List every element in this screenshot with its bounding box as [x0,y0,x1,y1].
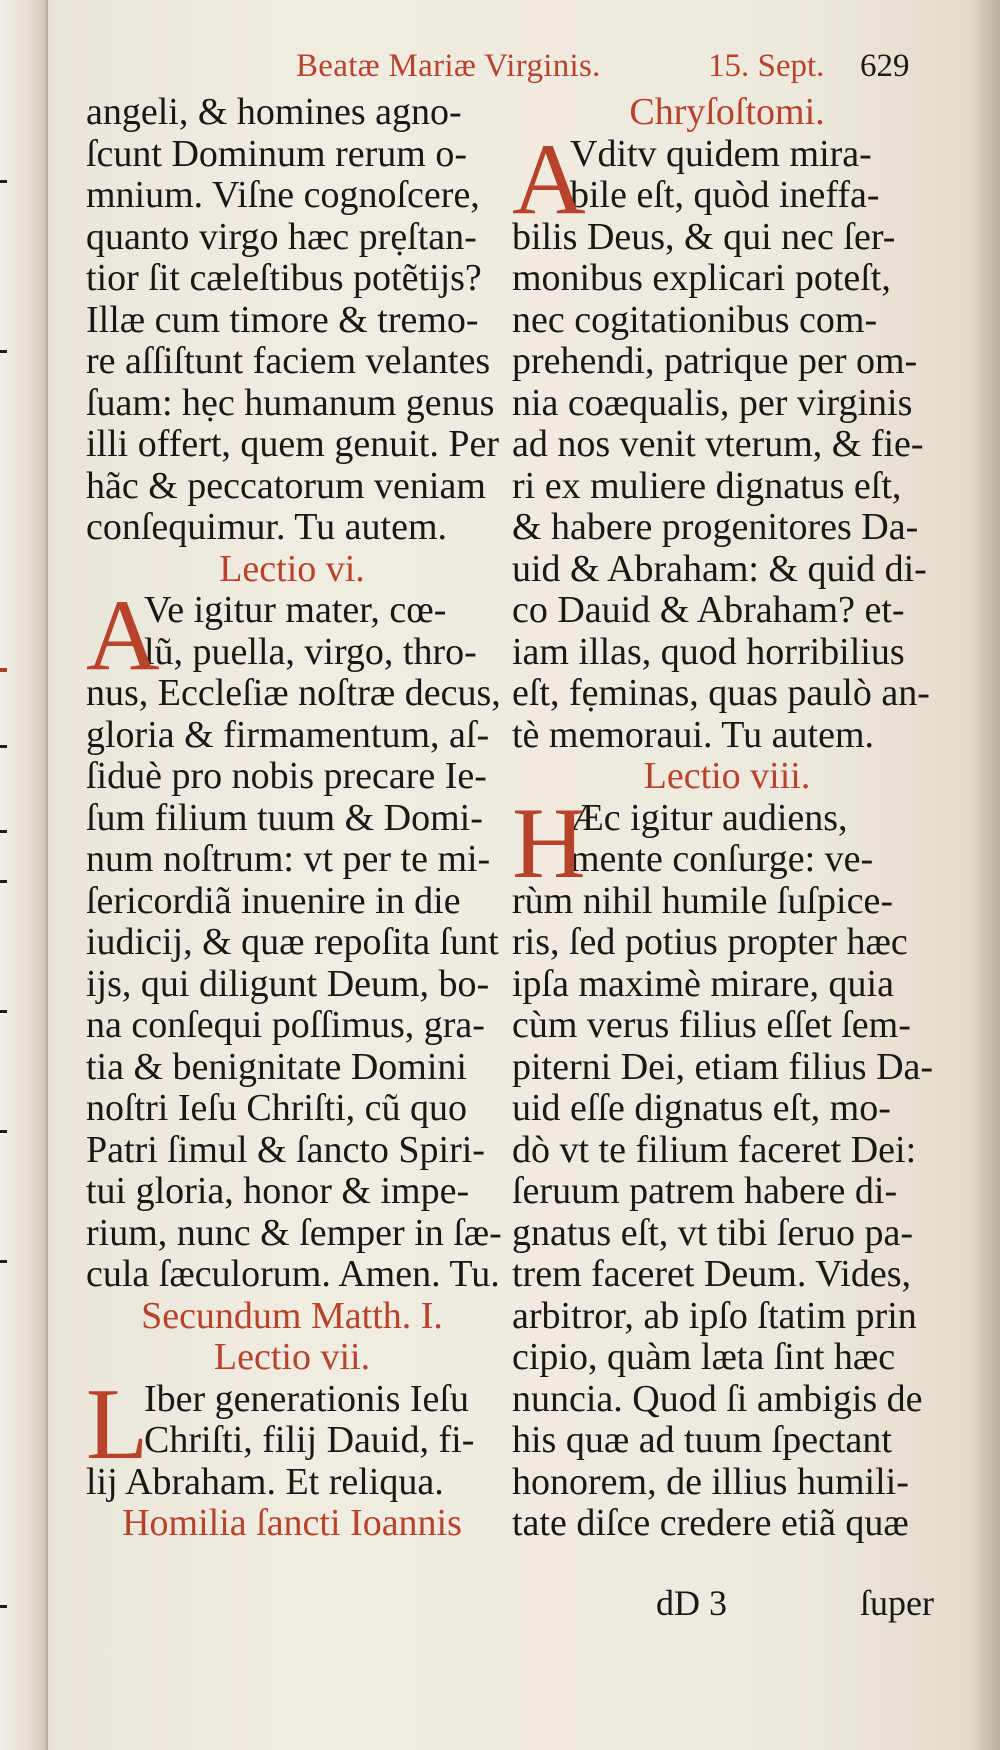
text-line: ſeruum patrem habere di- [512,1170,898,1212]
catchword: ſuper [860,1583,934,1623]
author-heading: Chryſoſtomi. [629,91,825,133]
gutter-ink-mark [0,1605,7,1608]
text-line: tate diſce credere etiã quæ [512,1502,909,1544]
drop-cap: L [86,1367,149,1481]
text-line: hãc & peccatorum veniam [86,464,486,507]
text-line: prehendi, patrique per om- [512,340,918,382]
text-line: uid eſſe dignatus eſt, mo- [512,1087,891,1129]
gutter-ink-mark [0,668,7,672]
text-line: monibus explicari poteſt, [512,257,891,299]
lectio-vi-heading: Lectio vi. [219,547,365,590]
text-line: Iber generationis Ieſu [144,1377,469,1420]
facing-page-gutter [0,0,48,1750]
lectio-vi-paragraph [86,579,502,1296]
gutter-ink-mark [0,880,7,883]
text-line: trem faceret Deum. Vides, [512,1253,912,1295]
text-line: num noſtrum: vt per te mi- [86,838,491,880]
text-line: bile eſt, quòd ineffa- [570,174,880,216]
lectio-vii-paragraph [86,1367,498,1504]
text-line: illi offert, quem genuit. Per [86,423,499,465]
text-line: Vditv quidem mira- [570,132,872,175]
text-line: tia & benignitate Domini [86,1045,467,1088]
text-line: cipio, quàm læta ſint hæc [512,1336,896,1378]
page-edge-shadow [970,0,1000,1750]
lectio-vii-heading: Lectio vii. [213,1336,371,1378]
gutter-ink-mark [0,745,7,748]
text-line: dò vt te filium faceret Dei: [512,1128,917,1171]
left-column [86,91,502,1545]
text-line: noſtri Ieſu Chriſti, cũ quo [86,1087,468,1129]
page-number: 629 [860,48,910,84]
text-line: angeli, & homines agno- [86,91,462,133]
text-line: ſiduè pro nobis precare Ie- [86,755,487,797]
gutter-ink-mark [0,1130,7,1133]
text-line: rùm nihil humile ſuſpice- [512,879,893,922]
text-line: Ve igitur mater, cœ- [144,589,447,631]
gutter-ink-mark [0,350,7,353]
text-line: bilis Deus, & qui nec ſer- [512,215,896,258]
signature-mark: dD 3 [656,1583,727,1623]
text-line: Illæ cum timore & tremo- [86,298,479,341]
text-line: Chriſti, filij Dauid, fi- [144,1419,475,1461]
text-line: lũ, puella, virgo, thro- [144,630,477,673]
text-line: uid & Abraham: & quid di- [512,547,927,590]
text-line: lij Abraham. Et reliqua. [86,1460,444,1503]
drop-cap: A [512,122,586,236]
gutter-ink-mark [0,830,7,833]
text-line: gloria & firmamentum, aſ- [86,713,490,756]
lectio-viii-heading: Lectio viii. [643,755,811,797]
text-line: ſum filium tuum & Domi- [86,796,483,839]
text-line: ris, ſed potius propter hæc [512,921,908,963]
text-line: Æc igitur audiens, [570,796,848,839]
gutter-ink-mark [0,1010,7,1013]
gutter-ink-mark [0,180,7,183]
homily-paragraph [512,122,942,757]
gutter-ink-mark [0,1260,7,1263]
homily-heading: Homilia ſancti Ioannis [122,1502,462,1544]
text-line: mnium. Viſne cognoſcere, [86,174,480,216]
text-line: ſericordiã inuenire in die [86,879,461,922]
text-line: co Dauid & Abraham? et- [512,589,905,631]
text-line: iudicij, & quæ repoſita ſunt [86,921,499,963]
text-line: nus, Eccleſiæ noſtræ decus, [86,672,501,714]
text-line: mente conſurge: ve- [570,838,874,880]
text-line: ſuam: hẹc humanum genus [86,381,495,424]
text-line: nia coæqualis, per virginis [512,381,913,424]
text-line: ipſa maximè mirare, quia [512,962,894,1005]
page-footer [512,1582,942,1624]
text-line: tè memoraui. Tu autem. [512,713,875,756]
text-line: ri ex muliere dignatus eſt, [512,464,902,507]
text-line: cùm verus filius eſſet ſem- [512,1004,911,1046]
text-line: ſcunt Dominum rerum o- [86,132,467,175]
feast-date: 15. Sept. [708,48,825,84]
gospel-reference-heading: Secundum Matth. I. [141,1294,443,1337]
drop-cap: H [512,786,586,900]
text-line: arbitror, ab ipſo ſtatim prin [512,1294,917,1337]
text-line: eſt, fẹminas, quas paulò an- [512,672,930,714]
text-line: re aſſiſtunt faciem velantes [86,340,491,382]
text-line: his quæ ad tuum ſpectant [512,1419,892,1461]
text-line: tui gloria, honor & impe- [86,1170,470,1212]
text-line: conſequimur. Tu autem. [86,506,447,548]
text-line: cula ſæculorum. Amen. Tu. [86,1253,500,1295]
text-line: ad nos venit vterum, & fie- [512,423,924,465]
drop-cap: A [86,579,160,692]
text-line: rium, nunc & ſemper in ſæ- [86,1211,502,1254]
text-line: honorem, de illius humili- [512,1460,909,1503]
text-line: tior ſit cæleſtibus potẽtijs? [86,257,482,299]
text-line: nuncia. Quod ſi ambigis de [512,1377,923,1420]
text-line: & habere progenitores Da- [512,506,919,548]
text-line: quanto virgo hæc prẹſtan- [86,215,477,258]
right-column [512,92,942,1545]
text-line: piterni Dei, etiam filius Da- [512,1045,934,1088]
text-line: Patri ſimul & ſancto Spiri- [86,1128,485,1171]
text-line: gnatus eſt, vt tibi ſeruo pa- [512,1211,914,1254]
text-line: iam illas, quod horribilius [512,630,905,673]
text-line: na conſequi poſſimus, gra- [86,1004,485,1046]
lectio-viii-paragraph [512,786,942,1545]
text-line: ijs, qui diligunt Deum, bo- [86,962,490,1005]
text-line: nec cogitationibus com- [512,298,878,341]
running-title: Beatæ Mariæ Virginis. [296,48,601,84]
